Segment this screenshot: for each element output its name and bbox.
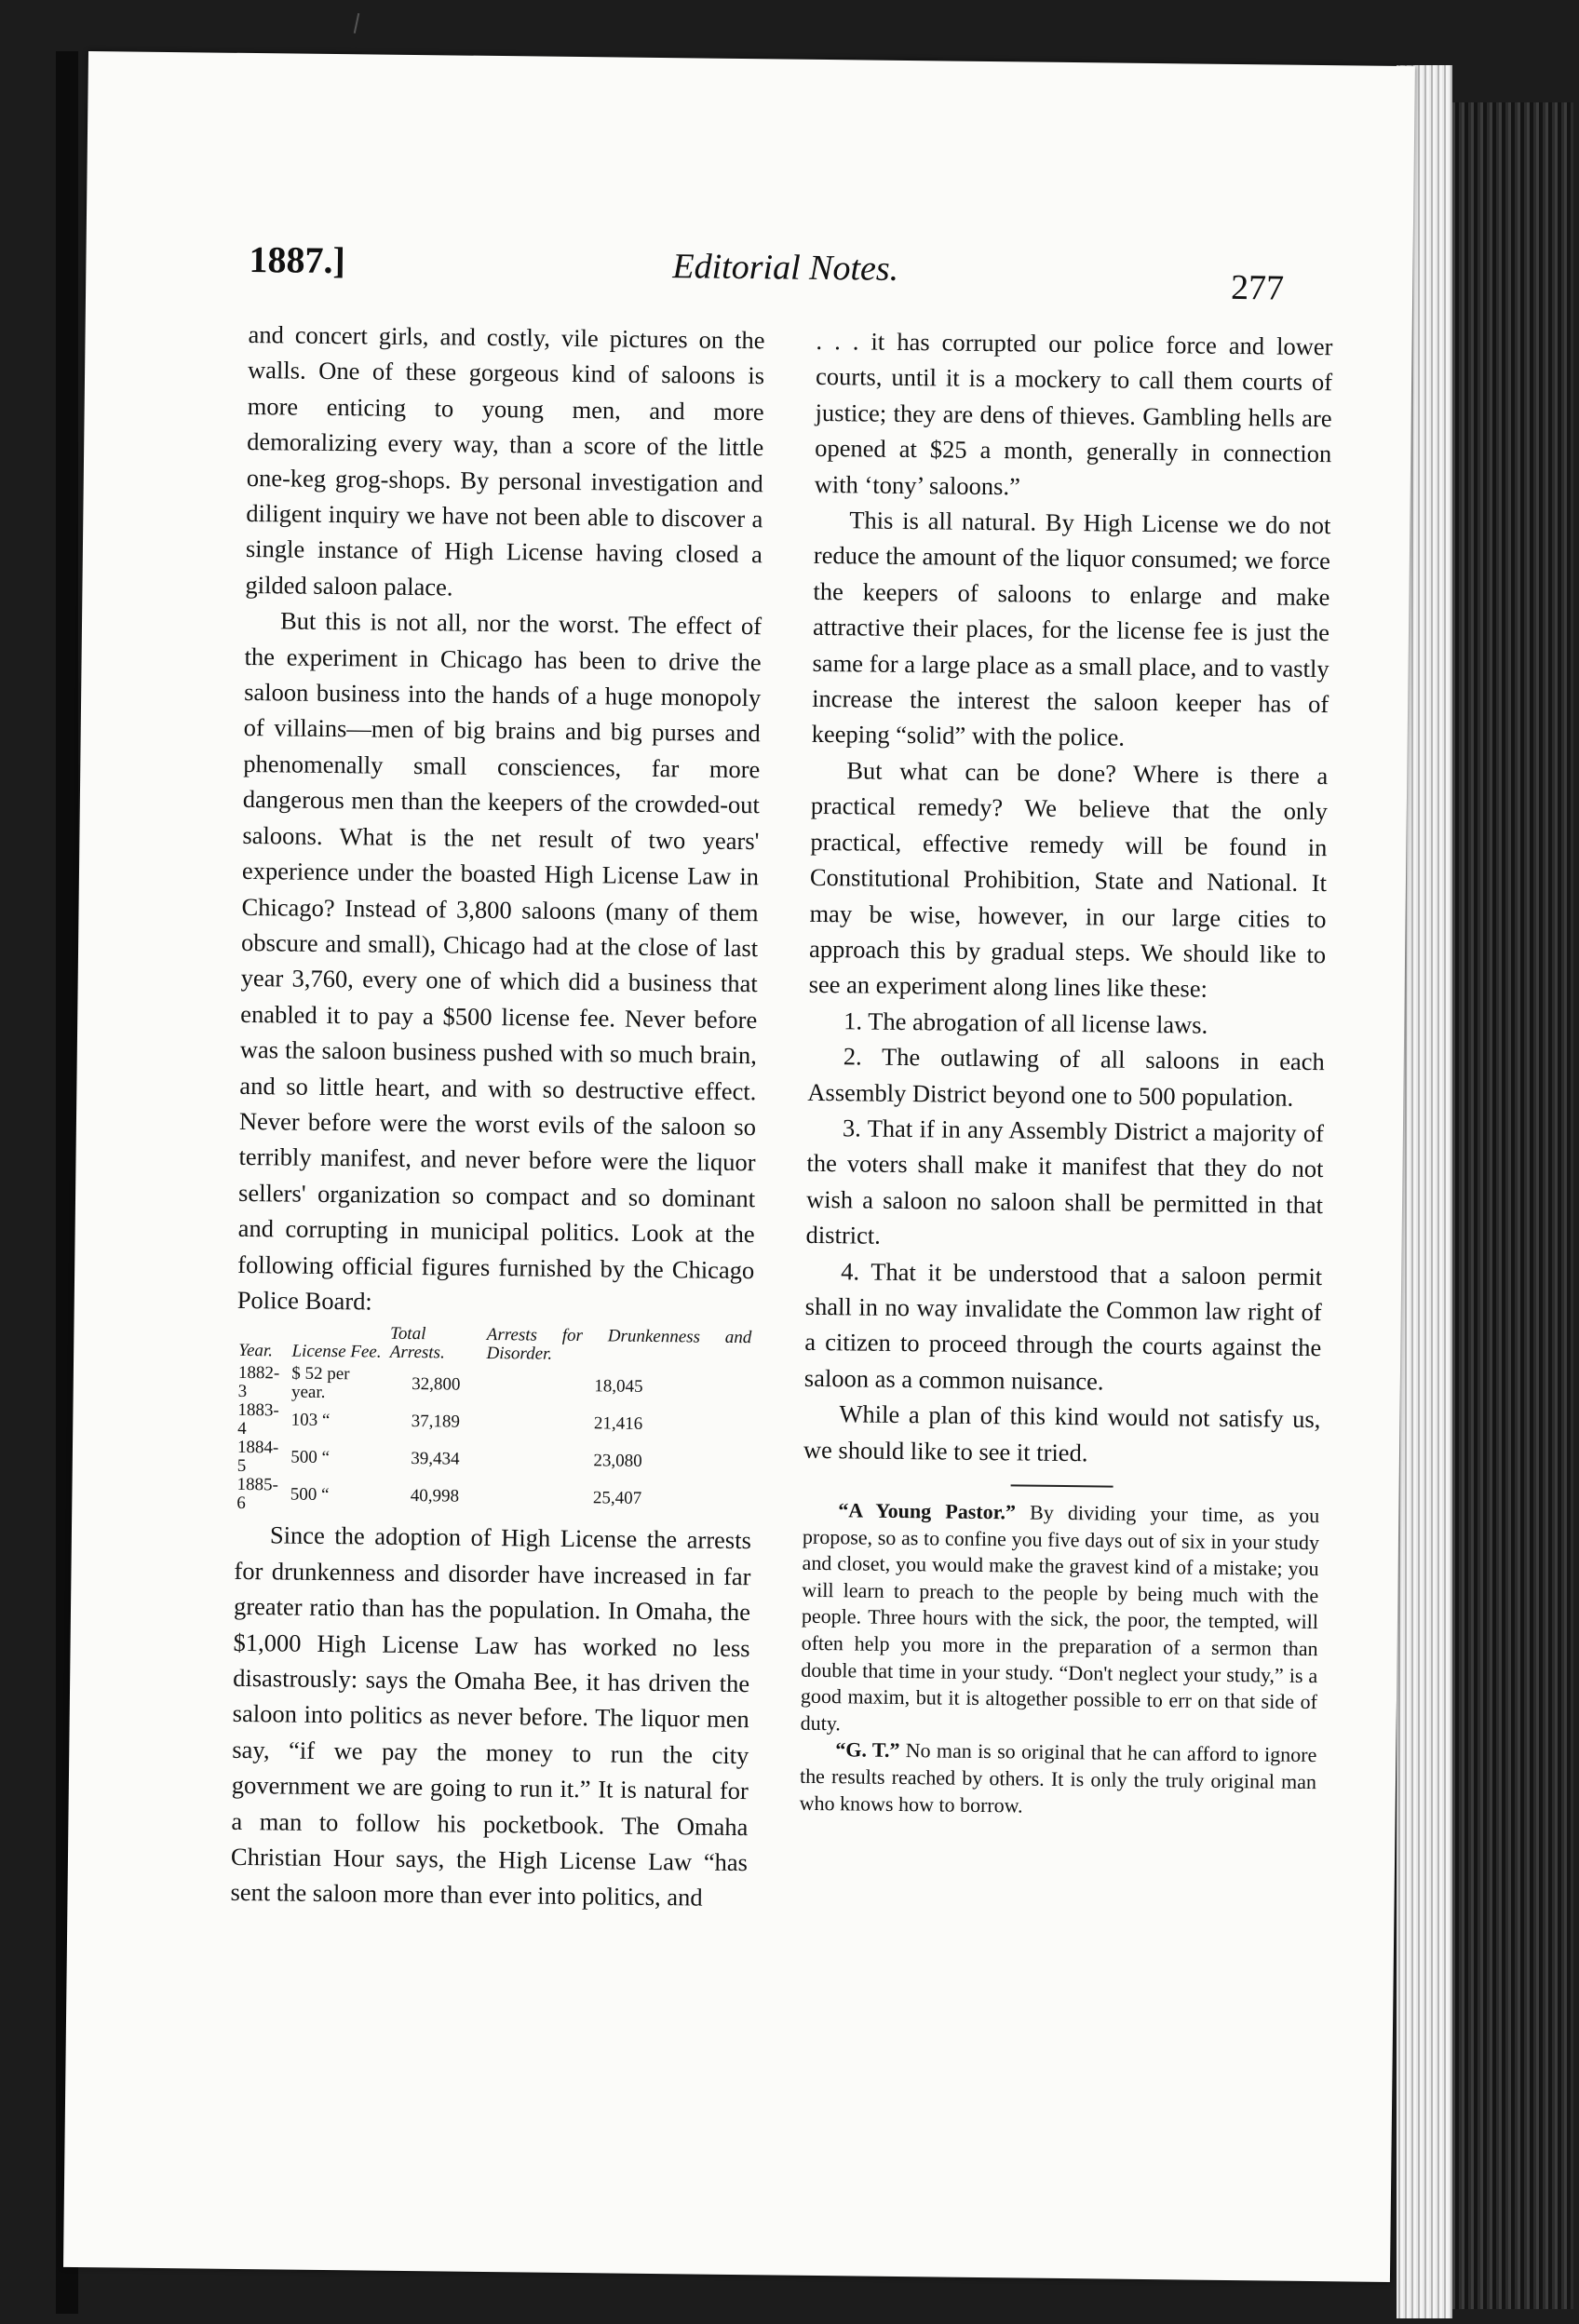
note-text: By dividing your time, as you propose, so as to confine you five days out of six in your study and closet, you would make the gravest kind of a mistake; you will learn to preach to the people by being much with the people. Three hours with the sick, the poor, the tempted, will often help you more in the preparation of a sermon than double that time in your study. “Don't neglect your study,” is a good maxim, but it is altogether possible to err on that side of duty. (800, 1500, 1320, 1736)
header-title: Editorial Notes. (672, 247, 899, 289)
table-row (236, 1439, 752, 1481)
right-column (800, 323, 1333, 1822)
table-cell: 1883-4 (237, 1400, 279, 1439)
table-cell: 25,407 (592, 1488, 642, 1509)
page-number: 277 (1230, 267, 1285, 308)
table-header: License Fee. (291, 1341, 382, 1363)
table-header: Total Arrests. (389, 1324, 445, 1363)
table-cell: 21,416 (593, 1413, 643, 1435)
correspondent-note (801, 1497, 1320, 1743)
table-row (235, 1476, 751, 1519)
table-cell: 103 “ (290, 1410, 331, 1431)
list-item: 1. The abrogation of all license laws. (843, 1006, 1208, 1039)
header-year: 1887.] (249, 237, 346, 282)
paragraph: Since the adoption of High License the arrests for drunkenness and disorder have increased in far greater ratio than has the population. In Omaha, the $1,000 High License Law has worked no less disastrously: says the Omaha Bee, it has driven the saloon into politics as never before. The liquor men say, “if we pay the money to run the city government we are going to run it.” It is natural for a man to follow his pocketbook. The Omaha Christian Hour says, the High License Law “has sent the saloon more than ever into politics, and (230, 1520, 752, 1912)
paragraph: But this is not all, nor the worst. The effect of the experiment in Chicago has been to drive the saloon business into the hands of a huge monopoly of villains—men of big brains and big purses and phenomenally small consciences, far more dangerous men than the keepers of the crowded-out saloons. What is the net result of two years' experience under the boasted High License Law in Chicago? Instead of 3,800 saloons (many of them obscure and small), Chicago had at the close of last year 3,760, every one of which did a business that enabled it to pay a $500 license fee. Never before was the saloon business pushed with so much brain, and so little heart, and with so destructive effect. Never before were the worst evils of the saloon so terribly manifest, and never before were the liquor sellers' organization so compact and so dominant and corrupting in municipal politics. Look at the following official figures furnished by the Chicago Police Board: (236, 606, 763, 1316)
table-cell: 23,080 (593, 1451, 642, 1472)
list-item: 4. That it be understood that a saloon permit shall in no way invalidate the Common law right of a citizen to proceed through the courts against the saloon as a common nuisance. (803, 1256, 1323, 1396)
note-lead: “A Young Pastor.” (838, 1498, 1017, 1524)
table-row (236, 1401, 752, 1444)
table-header: Arrests for Drunkenness and Disorder. (486, 1325, 752, 1365)
table-row (236, 1364, 753, 1407)
book-page-stack (1434, 102, 1573, 2309)
paragraph: and concert girls, and costly, vile pictures on the walls. One of these gorgeous kind of saloons is more enticing to young men, and more demoralizing every way, than a score of the little one-keg grog-shops. By personal investigation and diligent inquiry we have not been able to discover a single instance of High License having closed a gilded saloon palace. (245, 319, 765, 601)
paragraph: But what can be done? Where is there a practical remedy? We believe that the only practical, effective remedy will be found in Constitutional Prohibition, State and National. It may be wise, however, in our large cities to approach this by gradual steps. We should like to see an experiment along lines like these: (808, 756, 1329, 1004)
paragraph: This is all natural. By High License we do not reduce the amount of the liquor consumed; we force the keepers of saloons to enlarge and make attractive their places, for the license fee is just the same for a large place as a small place, and to vastly increase the interest the saloon keeper has of keeping “solid” with the police. (811, 506, 1331, 752)
note-lead: “G. T.” (835, 1737, 900, 1763)
left-column (230, 317, 764, 1916)
table-cell: 1884-5 (236, 1438, 279, 1477)
margin-mark (354, 13, 360, 34)
arrests-table (235, 1323, 753, 1519)
table-cell: 1885-6 (236, 1475, 278, 1514)
table-cell: 18,045 (594, 1376, 643, 1398)
table-cell: 500 “ (290, 1447, 331, 1468)
section-divider (1010, 1484, 1113, 1487)
table-cell: 37,189 (411, 1412, 461, 1432)
note-text: No man is so original that he can afford to ignore the results reached by others. It is only the truly original man who knows how to borrow. (799, 1738, 1317, 1817)
table-cell: 32,800 (412, 1374, 461, 1395)
table-cell: 1882-3 (237, 1363, 280, 1402)
table-header-row (236, 1323, 753, 1370)
running-head (86, 228, 1413, 308)
table-header: Year. (238, 1341, 274, 1361)
paragraph: . . . it has corrupted our police force and lower courts, until it is a mockery to call them courts of justice; they are dens of thieves. Gambling hells are opened at $25 a month, generally in connection with ‘tony’ saloons.” (814, 326, 1333, 501)
table-cell: $ 52 per year. (290, 1363, 350, 1403)
list-item: 3. That if in any Assembly District a majority of the voters shall make it manifest that they do not wish a saloon no saloon shall be permitted in that district. (805, 1114, 1325, 1250)
table-cell: 39,434 (411, 1449, 460, 1469)
table-cell: 40,998 (410, 1486, 460, 1507)
paragraph: While a plan of this kind would not satisfy us, we should like to see it tried. (803, 1399, 1321, 1466)
list-item: 2. The outlawing of all saloons in each Assembly District beyond one to 500 population. (807, 1042, 1325, 1112)
table-cell: 500 “ (290, 1484, 330, 1506)
correspondent-note (800, 1736, 1317, 1822)
book-page (63, 51, 1415, 2282)
